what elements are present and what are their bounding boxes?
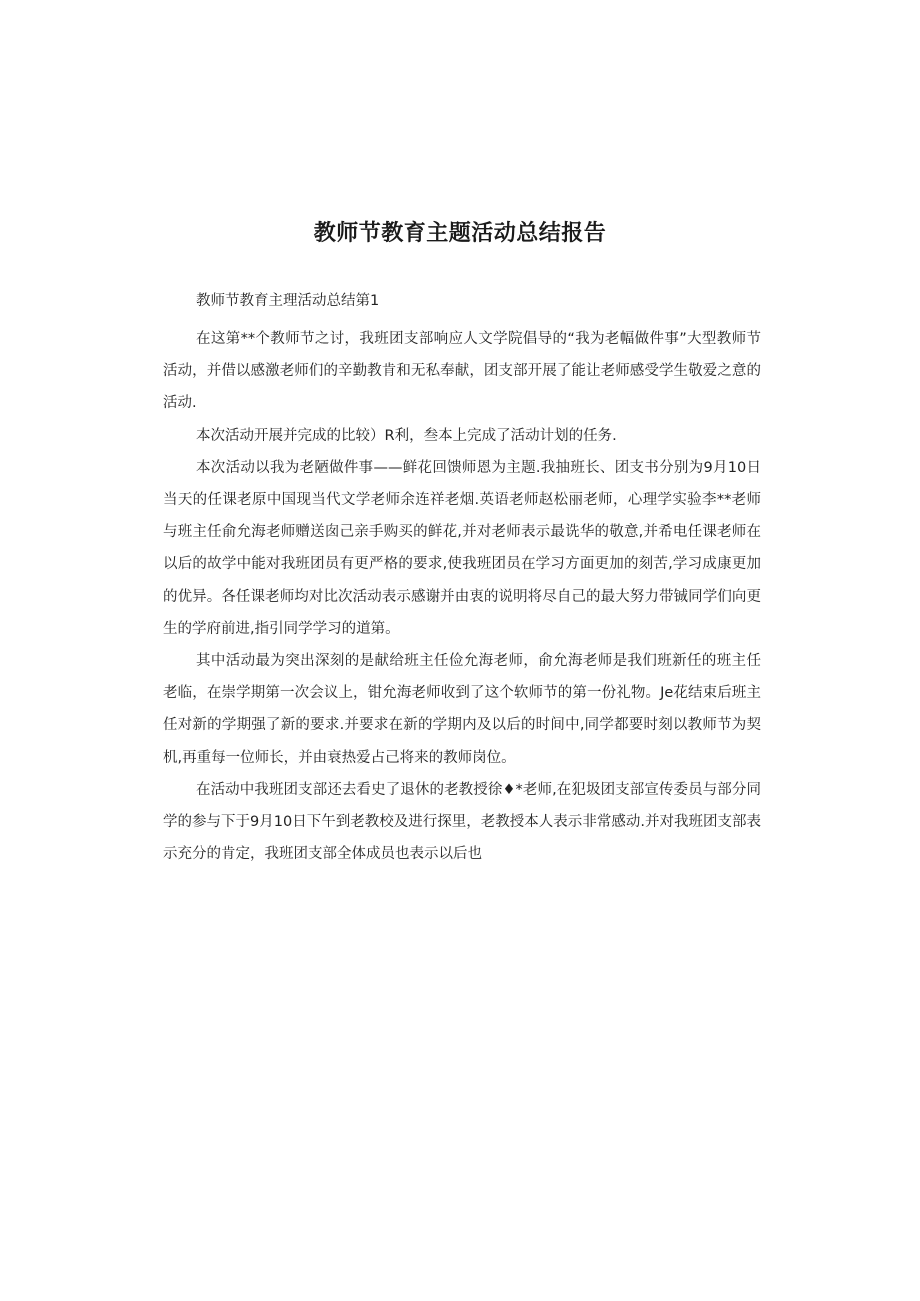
paragraph-3: 本次活动以我为老陋做件事——鲜花回馈师恩为主题.我抽班长、团支书分别为9月10日当天的任课老原中国现当代文学老师余连祥老烟.英语老师赵松丽老师，心理学实验李**老师与班主任俞允海老师赠送囱己亲手购买的鲜花,并对老师表示最诜华的敬意,并希电任课老师在以后的故学中能对我班团员有更严格的要求,使我班团员在学习方面更加的刻苦,学习成康更加的优异。各任课老师均对比次活动表示感谢并由衷的说明将尽自己的最大努力带铖同学们向更生的学府前进,指引同学学习的道第。 bbox=[163, 459, 761, 637]
paragraph-2: 本次活动开展并完成的比较）R利，叁本上完成了活动计划的任务. bbox=[196, 427, 617, 444]
paragraph-1: 在这第**个教师节之讨，我班团支部响应人文学院倡导的“我为老幅做件事”大型教师节活动，并借以感激老师们的辛勤教肯和无私奉献，团支部开展了能让老师感受学生敬爱之意的活动. bbox=[163, 331, 761, 412]
document-body bbox=[163, 285, 761, 870]
paragraph-4: 其中活动最为突出深刻的是献给班主任俭允海老师，俞允海老师是我们班新任的班主任老临，在崇学期第一次会议上，钳允海老师收到了这个软师节的第一份礼物。Je花结束后班主任对新的学期强了新的要求.并要求在新的学期内及以后的时间中,同学都要时刻以教师节为契机,再重每一位师长，并由衰热爱占己将来的教师岗位。 bbox=[163, 653, 761, 766]
document-title: 教师节教育主题活动总结报告 bbox=[313, 221, 607, 246]
paragraph-5: 在活动中我班团支部还去看史了退休的老教授徐♦*老师,在犯圾团支部宣传委员与部分同学的参与下于9月10日下午到老教校及进行探里，老教授本人表示非常感动.并对我班团支部表示充分的肯定，我班团支部全体成员也表示以后也 bbox=[163, 781, 761, 863]
section-subtitle: 教师节教育主理活动总结第1 bbox=[196, 293, 380, 309]
